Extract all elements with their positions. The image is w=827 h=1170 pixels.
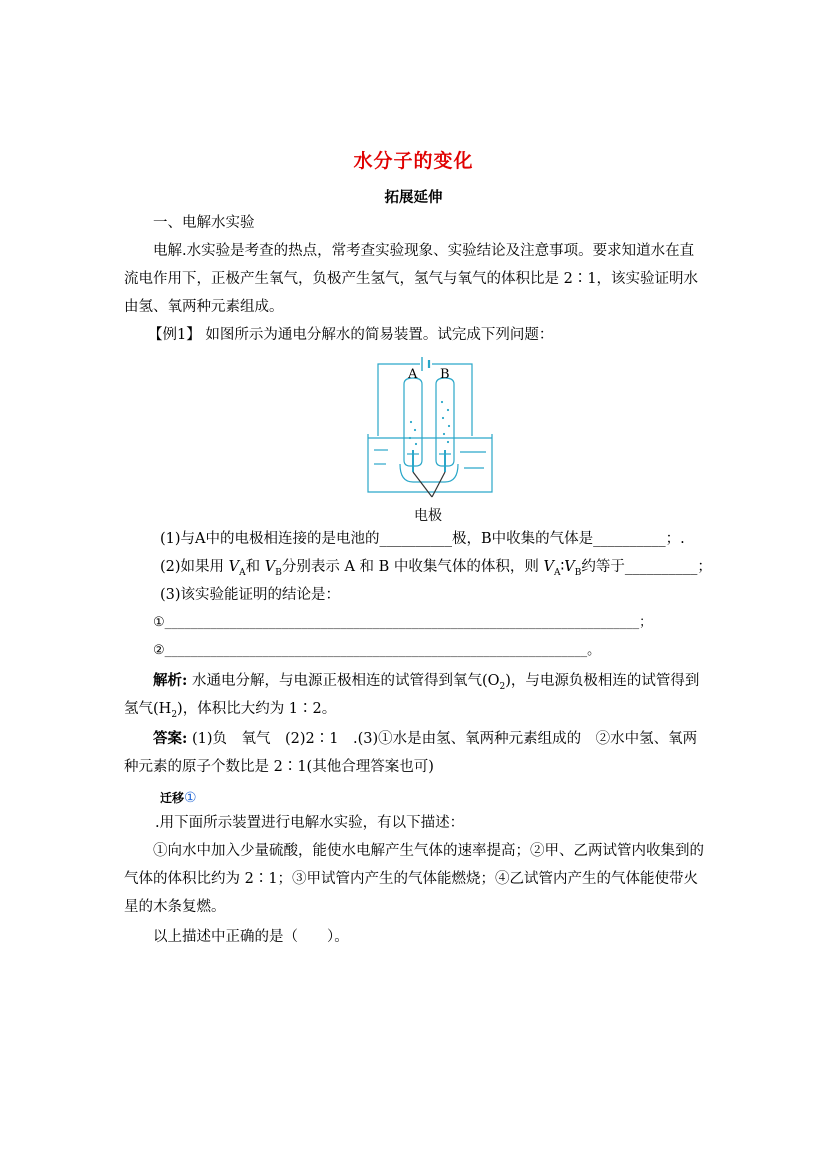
transfer-line: 星的木条复燃。 [124, 899, 226, 915]
paragraph-line: 流电作用下，正极产生氧气，负极产生氢气，氢气与氧气的体积比是 2∶1，该实验证明水 [124, 271, 699, 287]
q2-text: (2)如果用 [160, 559, 229, 575]
example-tag: 【例1】 [148, 327, 201, 343]
q2-text: 和 [245, 559, 265, 575]
electrolysis-diagram [360, 352, 500, 502]
q2-sub: A [239, 567, 246, 578]
answer-line: 种元素的原子个数比是 2∶1(其他合理答案也可) [124, 759, 434, 775]
answer-label: 答案: [153, 730, 188, 747]
question-2 [160, 557, 740, 577]
q2-var: V [564, 559, 575, 575]
example-text: 如图所示为通电分解水的简易装置。试完成下列问题： [200, 327, 554, 343]
q2-sub: B [574, 567, 582, 578]
analysis-text: 水通电分解，与电源正极相连的试管得到氧气(O [187, 673, 500, 689]
question-1: (1)与A中的电极相连接的是电池的__________极，B中收集的气体是__________；. [160, 531, 685, 547]
paragraph-line: 由氢、氧两种元素组成。 [124, 299, 284, 315]
transfer-heading [160, 788, 740, 808]
transfer-label: 迁移 [160, 791, 185, 805]
q2-var: V [264, 559, 276, 575]
q2-var: V [228, 559, 240, 575]
transfer-line: ①向水中加入少量硫酸，能使水电解产生气体的速率提高；②甲、乙两试管内收集到的 [153, 843, 704, 859]
analysis-text: 氢气(H [124, 701, 172, 717]
example-line [148, 325, 728, 345]
section-subtitle: 拓展延伸 [384, 189, 443, 206]
answer-blank-1: ①_________________________________________________________________________； [153, 615, 653, 630]
analysis-text: )，与电源负极相连的试管得到 [505, 673, 700, 689]
q2-var: V [543, 559, 555, 575]
q2-text: 分别表示 A 和 B 中收集气体的体积，则 [281, 559, 544, 575]
q2-sub: B [275, 567, 282, 578]
answer-text: (1)负 氧气 (2)2∶1 .(3)①水是由氢、氧两种元素组成的 ②水中氢、氧两 [187, 731, 698, 747]
paragraph-line: 电解.水实验是考查的热点，常考查实验现象、实验结论及注意事项。要求知道水在直 [153, 243, 695, 259]
analysis-sub: 2 [171, 709, 178, 720]
analysis-line [153, 671, 704, 691]
tube-b-label: B [440, 367, 450, 382]
answer-line [153, 729, 704, 749]
water-tank [368, 434, 492, 492]
q2-sub: A [554, 567, 561, 578]
analysis-line [124, 699, 704, 719]
answer-blank-2: ②_________________________________________________________________。 [153, 643, 601, 658]
page-title: 水分子的变化 [353, 150, 474, 172]
transfer-line: .用下面所示装置进行电解水实验，有以下描述： [155, 815, 465, 831]
wire-right [432, 364, 472, 436]
question-3: (3)该实验能证明的结论是： [160, 587, 341, 603]
transfer-number: ① [184, 790, 197, 806]
analysis-sub: 2 [499, 681, 506, 692]
tube-connector [400, 464, 458, 482]
electrolysis-figure [360, 352, 500, 524]
analysis-text: )，体积比大约为 1∶2。 [177, 701, 337, 717]
transfer-line: 气体的体积比约为 2∶1；③甲试管内产生的气体能燃烧；④乙试管内产生的气体能使带火 [124, 871, 699, 887]
q2-text: 约等于__________； [581, 559, 712, 575]
analysis-label: 解析: [153, 672, 188, 689]
q2-text: ∶ [560, 559, 565, 575]
section-heading: 一、电解水实验 [153, 215, 255, 231]
transfer-line: 以上描述中正确的是（ ）。 [153, 929, 349, 945]
tube-a-label: A [408, 367, 418, 382]
figure-caption: 电极 [414, 508, 442, 524]
